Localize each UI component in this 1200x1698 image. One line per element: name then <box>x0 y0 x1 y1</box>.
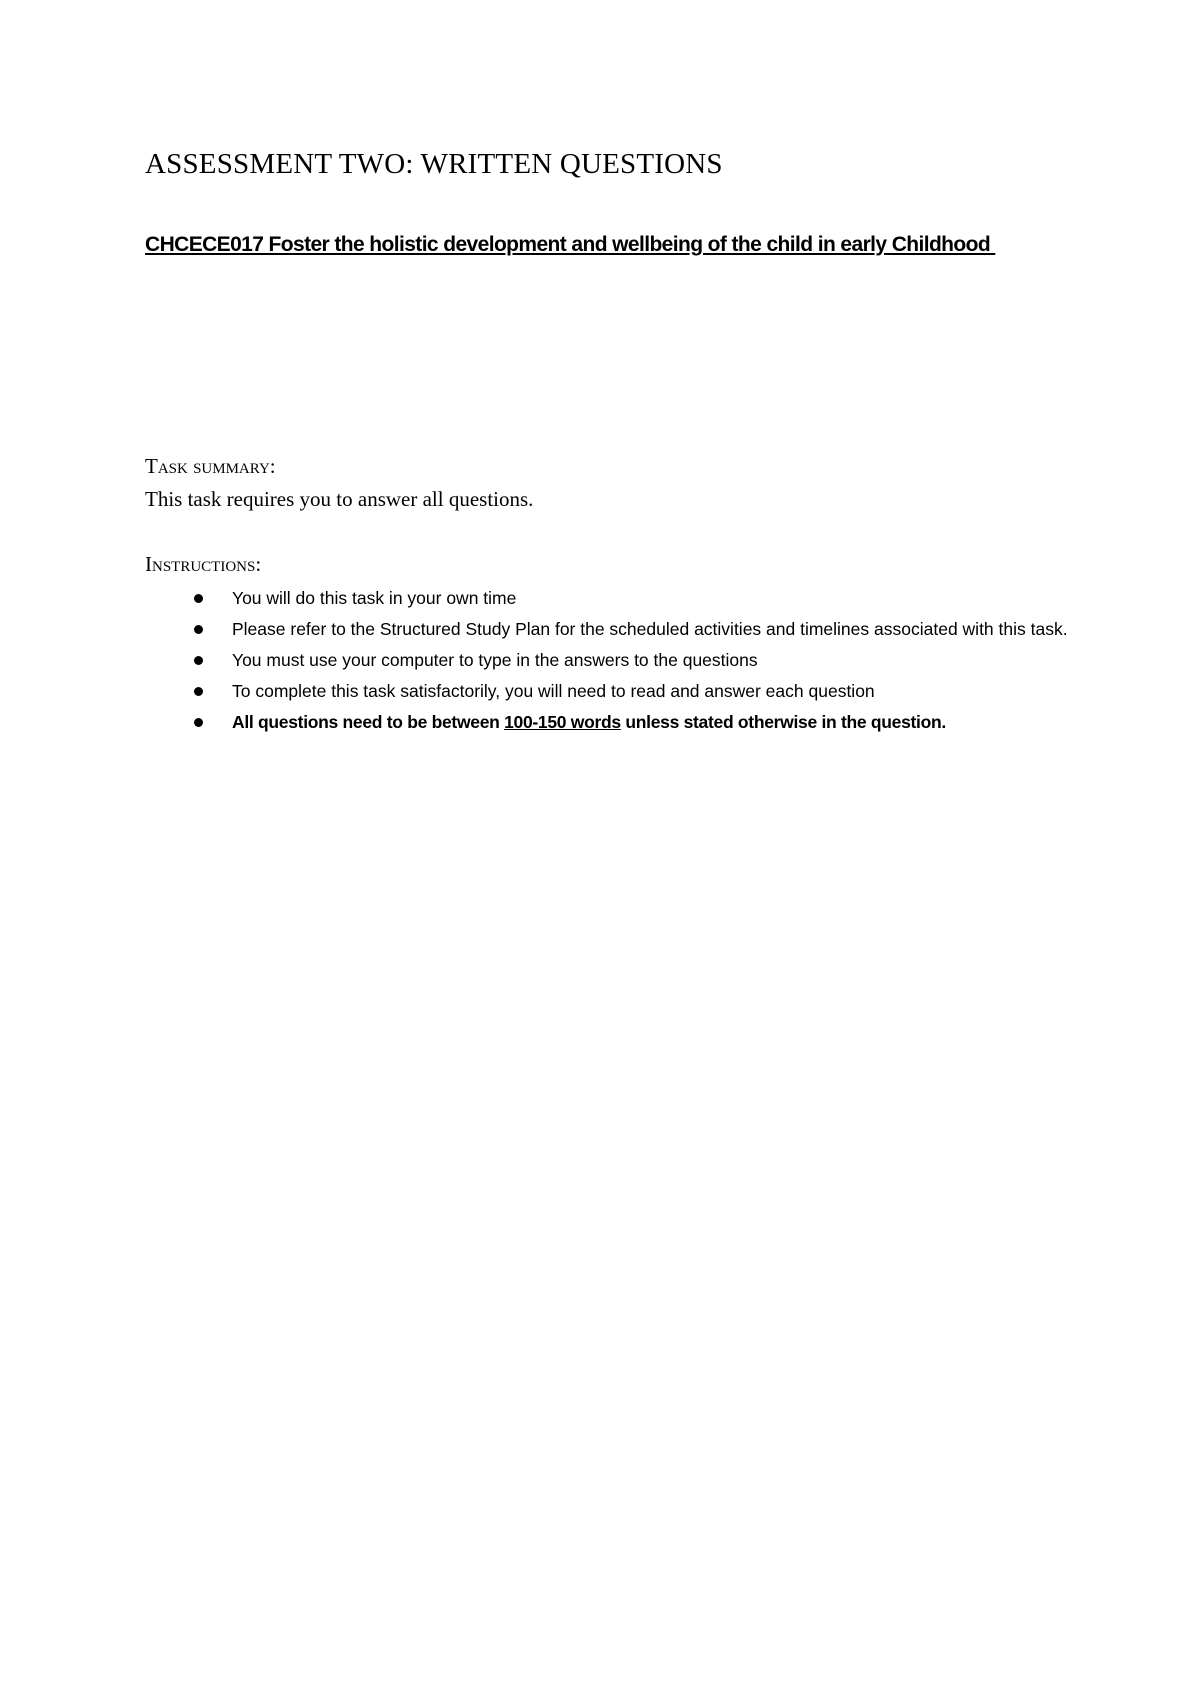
task-summary-text: This task requires you to answer all questions. <box>145 487 534 511</box>
word-count-text-end: unless stated otherwise in the question. <box>620 712 946 732</box>
instructions-heading: Instructions: <box>145 552 262 576</box>
list-item <box>145 676 1075 707</box>
list-item <box>145 645 1075 676</box>
instruction-text: To complete this task satisfactorily, you will need to read and answer each question <box>232 681 875 701</box>
task-summary-heading: Task summary: <box>145 454 276 478</box>
instruction-text: You must use your computer to type in the answers to the questions <box>232 650 758 670</box>
instructions-list <box>145 583 1075 738</box>
bullet-icon <box>194 656 203 665</box>
instruction-text: Please refer to the Structured Study Plan for the scheduled activities and timelines associated with this task. <box>232 619 1068 639</box>
bullet-icon <box>194 625 203 634</box>
list-item-word-count <box>145 707 1075 738</box>
document-title: ASSESSMENT TWO: WRITTEN QUESTIONS <box>145 148 723 180</box>
bullet-icon <box>194 718 203 727</box>
unit-code-heading: CHCECE017 Foster the holistic development and wellbeing of the child in early Childhood <box>145 233 996 256</box>
bullet-icon <box>194 687 203 696</box>
bullet-icon <box>194 594 203 603</box>
instruction-text: You will do this task in your own time <box>232 588 517 608</box>
list-item <box>145 614 1075 645</box>
list-item <box>145 583 1075 614</box>
word-count-text-start: All questions need to be between <box>232 712 505 732</box>
word-count-range: 100-150 words <box>504 712 621 732</box>
